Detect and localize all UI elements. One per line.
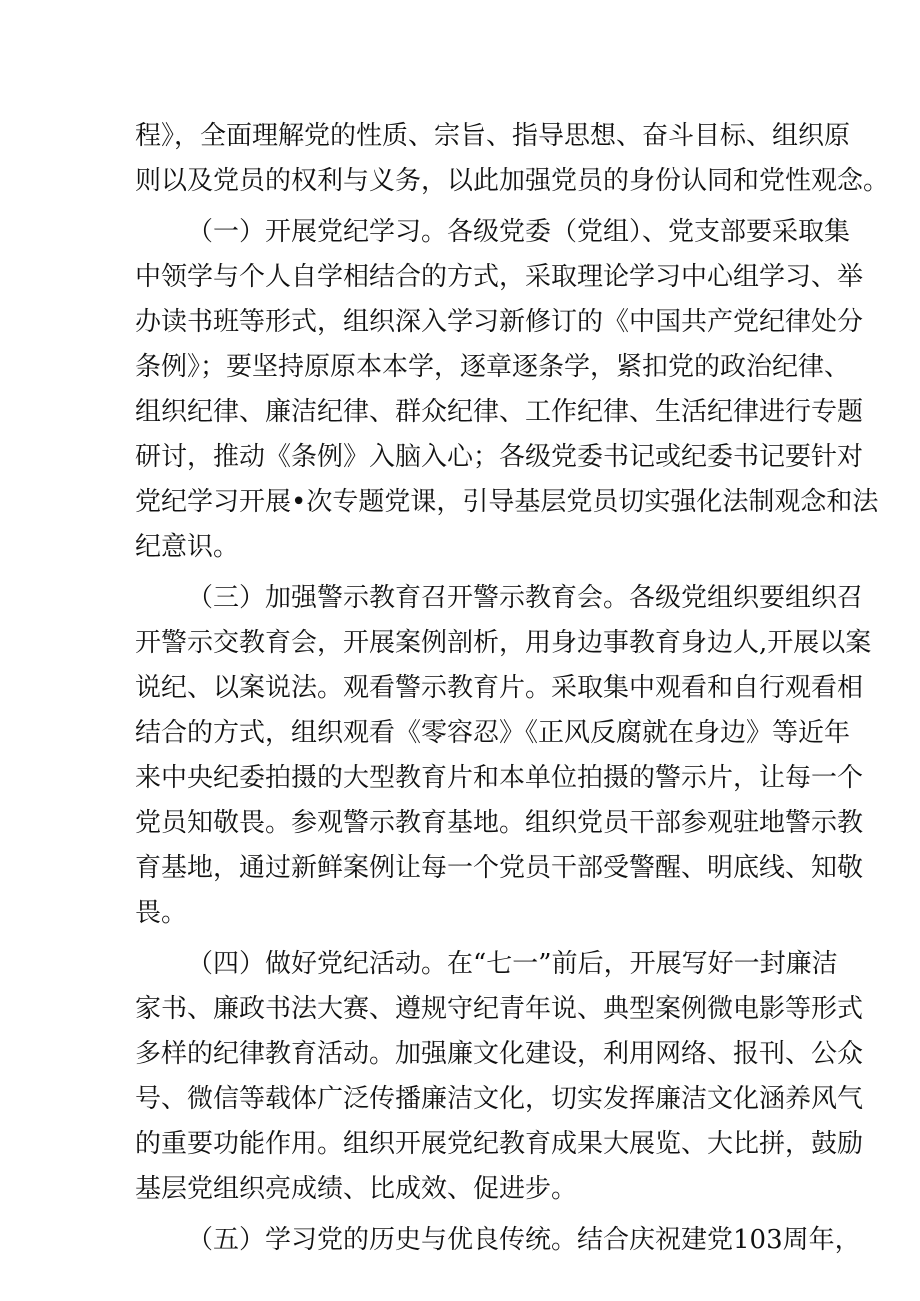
text-line: 办读书班等形式，组织深入学习新修订的《中国共产党纪律处分	[135, 307, 864, 337]
text-line: 畏。	[135, 898, 188, 928]
text-line: 的重要功能作用。组织开展党纪教育成果大展览、大比拼，鼓励	[135, 1129, 864, 1159]
text-line: 中领学与个人自学相结合的方式，采取理论学习中心组学习、举	[135, 262, 864, 292]
paragraph-section-4	[0, 942, 920, 1212]
text-line: 多样的纪律教育活动。加强廉文化建设，利用网络、报刊、公众	[135, 1039, 864, 1069]
text-line: 开警示交教育会，开展案例剖析，用身边事教育身边人,开展以案	[135, 628, 872, 658]
text-line: 基层党组织亮成绩、比成效、促进步。	[135, 1174, 578, 1204]
text-line: （一）开展党纪学习。各级党委（党组）、党支部要采取集	[187, 217, 851, 247]
text-line: 组织纪律、廉洁纪律、群众纪律、工作纪律、生活纪律进行专题	[135, 397, 864, 427]
text-line: 说纪、以案说法。观看警示教育片。采取集中观看和自行观看相	[135, 673, 864, 703]
paragraph-section-5	[0, 1218, 920, 1263]
text-line: （五）学习党的历史与优良传统。结合庆祝建党103周年，	[187, 1225, 861, 1255]
paragraph-intro-continuation	[0, 114, 920, 204]
text-line: 纪意识。	[135, 532, 240, 562]
paragraph-section-3	[0, 576, 920, 936]
text-line: （四）做好党纪活动。在“七一”前后，开展写好一封廉洁	[187, 949, 838, 979]
text-line: 党员知敬畏。参观警示教育基地。组织党员干部参观驻地警示教	[135, 808, 864, 838]
text-line: 育基地，通过新鲜案例让每一个党员干部受警醒、明底线、知敬	[135, 853, 864, 883]
paragraph-section-1	[0, 210, 920, 570]
text-line: 则以及党员的权利与义务，以此加强党员的身份认同和党性观念。	[135, 166, 890, 196]
text-line: 党纪学习开展•次专题党课，引导基层党员切实强化法制观念和法	[135, 487, 879, 517]
text-line: 来中央纪委拍摄的大型教育片和本单位拍摄的警示片，让每一个	[135, 763, 864, 793]
text-line: （三）加强警示教育召开警示教育会。各级党组织要组织召	[187, 583, 864, 613]
text-line: 研讨，推动《条例》入脑入心；各级党委书记或纪委书记要针对	[135, 442, 864, 472]
text-line: 号、微信等载体广泛传播廉洁文化，切实发挥廉洁文化涵养风气	[135, 1084, 864, 1114]
text-line: 程》，全面理解党的性质、宗旨、指导思想、奋斗目标、组织原	[135, 121, 851, 151]
text-line: 条例》；要坚持原原本本学，逐章逐条学，紧扣党的政治纪律、	[135, 352, 851, 382]
text-line: 家书、廉政书法大赛、遵规守纪青年说、典型案例微电影等形式	[135, 994, 864, 1024]
text-line: 结合的方式，组织观看《零容忍》《正风反腐就在身边》等近年	[135, 718, 851, 748]
